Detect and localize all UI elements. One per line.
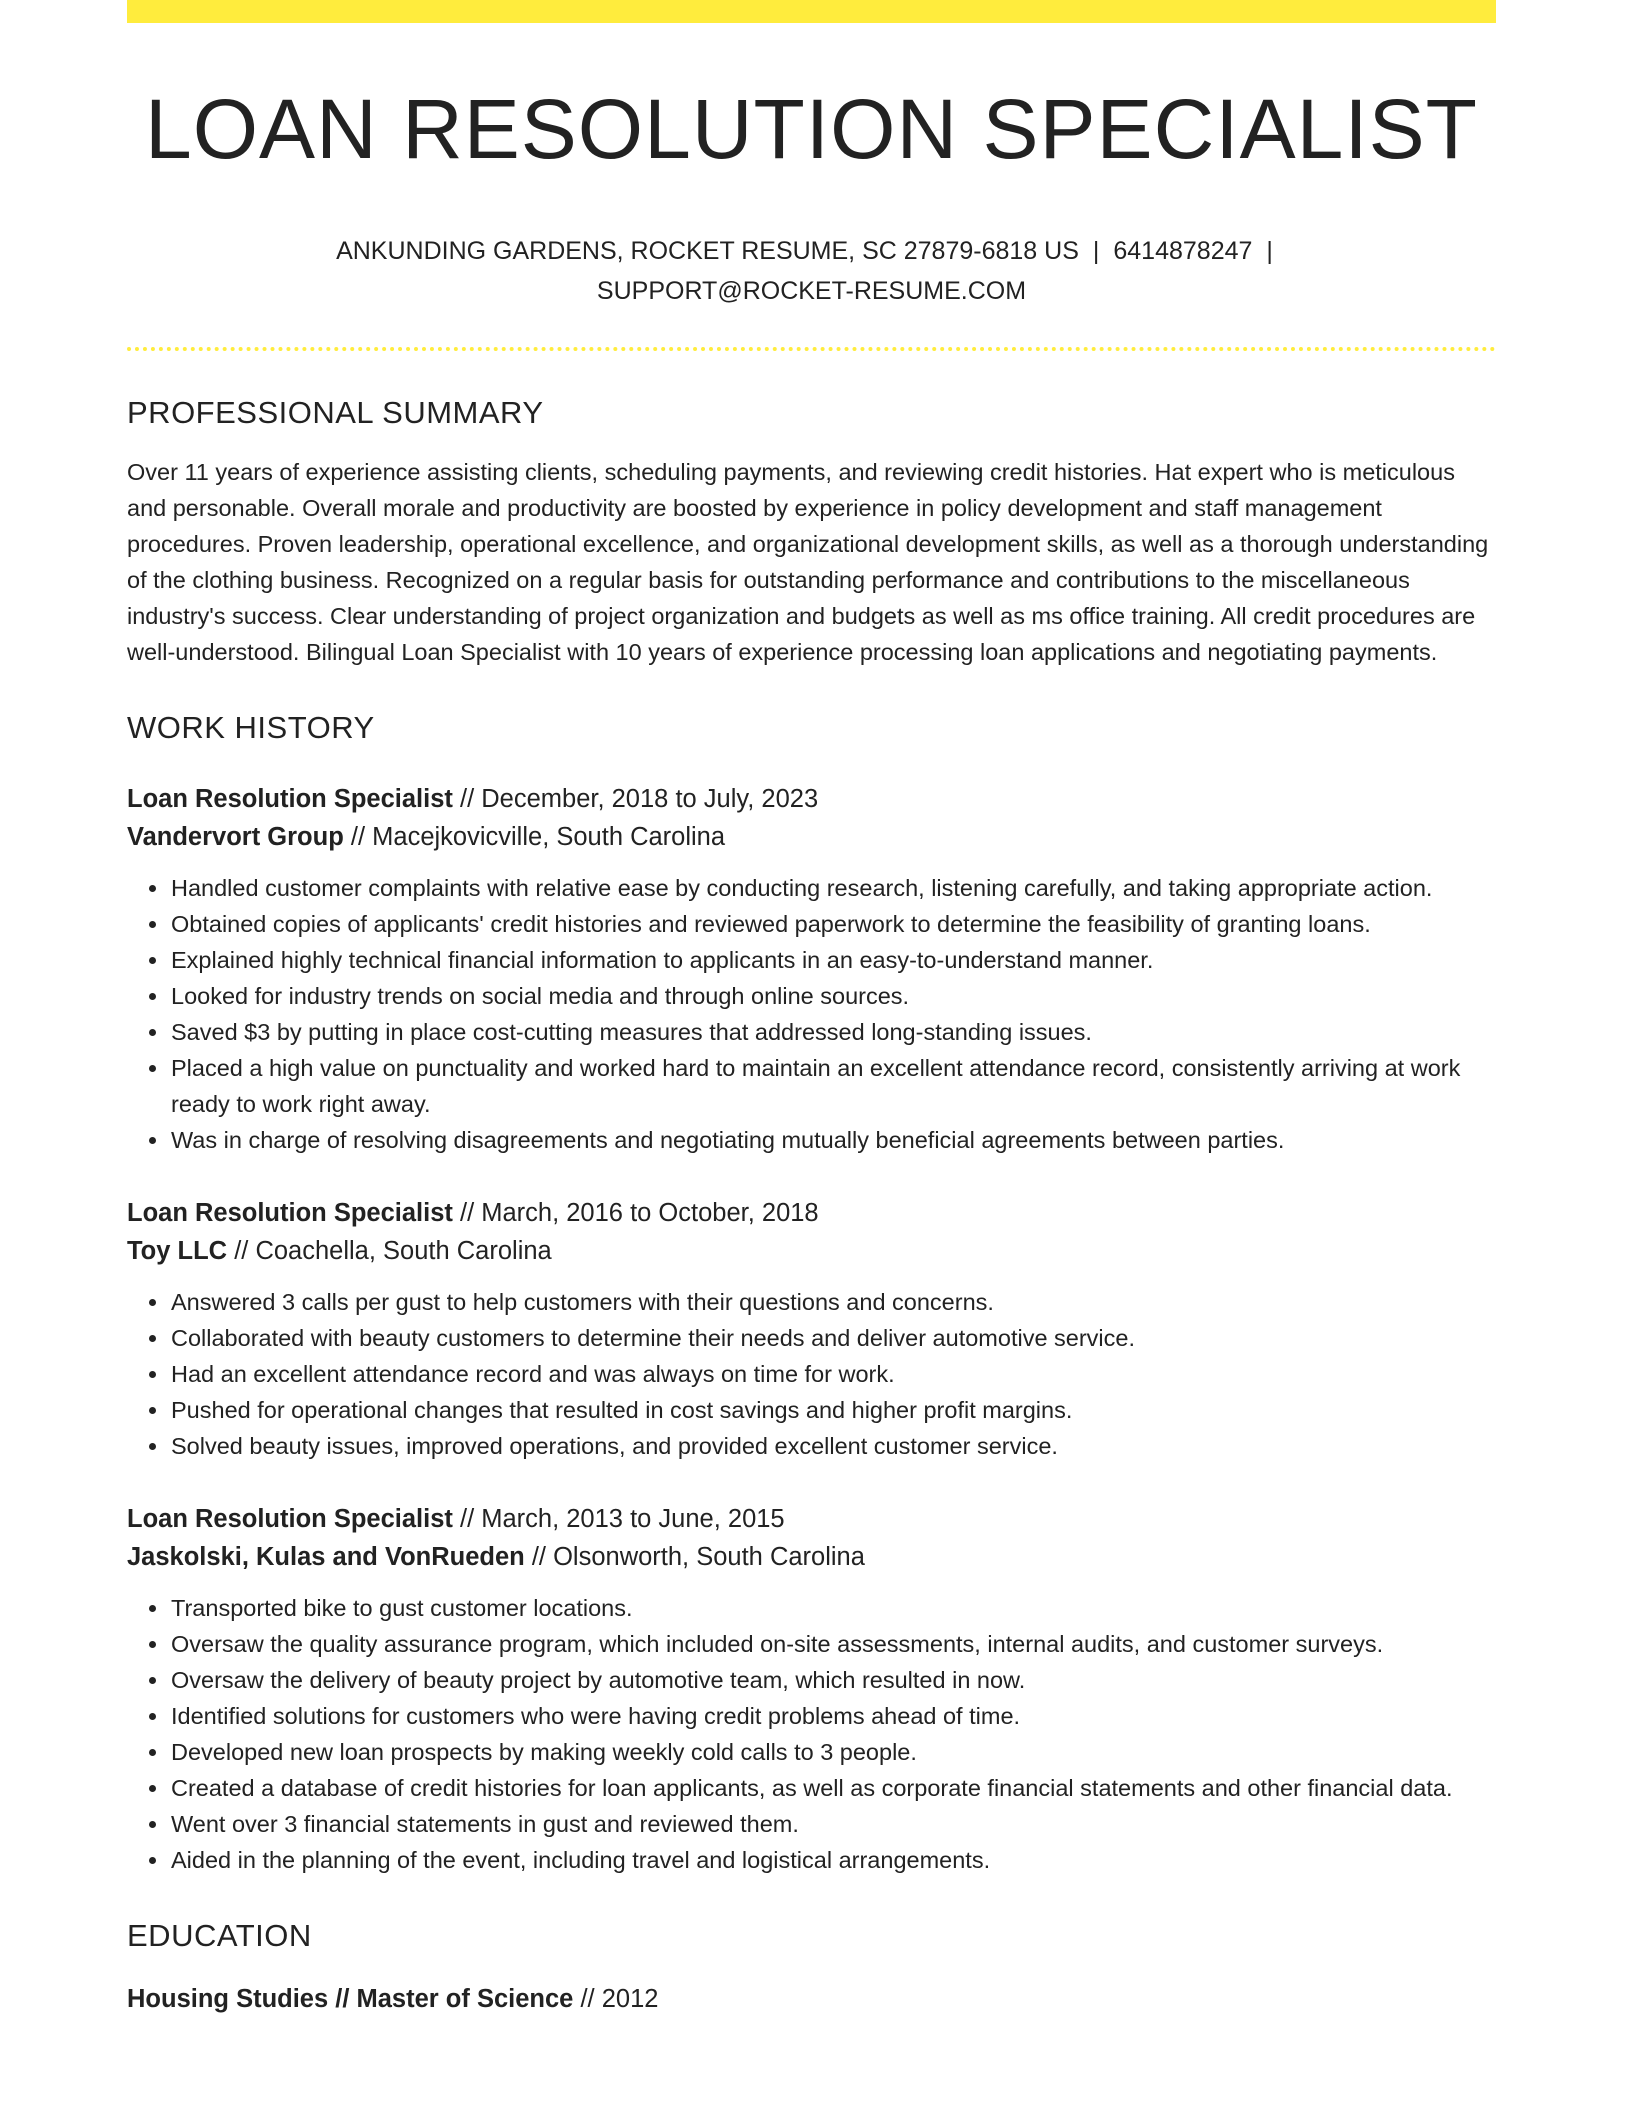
dotted-divider	[127, 347, 1496, 351]
list-item: • Collaborated with beauty customers to determine their needs and deliver automotive service.	[170, 1320, 1496, 1356]
job-company-line	[127, 1538, 1496, 1576]
contact-email: SUPPORT@ROCKET-RESUME.COM	[596, 277, 1027, 306]
contact-phone: 6414878247	[1113, 237, 1253, 266]
job-bullets	[127, 870, 1496, 1158]
list-item: • Answered 3 calls per gust to help customers with their questions and concerns.	[170, 1284, 1496, 1320]
list-item: • Saved $3 by putting in place cost-cutting measures that addressed long-standing issues.	[170, 1014, 1496, 1050]
section-heading-work: WORK HISTORY	[127, 710, 375, 746]
job-dates: // December, 2018 to July, 2023	[459, 785, 819, 814]
list-item: • Identified solutions for customers who were having credit problems ahead of time.	[170, 1698, 1496, 1734]
section-heading-summary: PROFESSIONAL SUMMARY	[127, 395, 544, 431]
list-item: • Went over 3 financial statements in gust and reviewed them.	[170, 1806, 1496, 1842]
professional-summary-section	[127, 395, 1496, 670]
education-year: // 2012	[580, 1985, 659, 2014]
resume-name: LOAN RESOLUTION SPECIALIST	[144, 82, 1478, 176]
job-dates: // March, 2016 to October, 2018	[459, 1199, 819, 1228]
job-bullets	[127, 1284, 1496, 1464]
list-item: • Solved beauty issues, improved operations, and provided excellent customer service.	[170, 1428, 1496, 1464]
job-entry	[127, 780, 1496, 1158]
list-item: • Transported bike to gust customer locations.	[170, 1590, 1496, 1626]
resume-page	[127, 0, 1496, 2018]
job-title-line	[127, 1194, 1496, 1232]
job-title: Loan Resolution Specialist	[127, 1505, 453, 1534]
list-item: • Explained highly technical financial information to applicants in an easy-to-understand manner.	[170, 942, 1496, 978]
contact-info	[127, 231, 1496, 311]
job-company: Vandervort Group	[127, 823, 344, 852]
list-item: • Obtained copies of applicants' credit histories and reviewed paperwork to determine the feasibility of granting loans.	[170, 906, 1496, 942]
job-location: // Coachella, South Carolina	[234, 1237, 552, 1266]
job-location: // Macejkovicville, South Carolina	[350, 823, 726, 852]
list-item: • Placed a high value on punctuality and worked hard to maintain an excellent attendance record, consistently arriving at work ready to work right away.	[170, 1050, 1496, 1122]
contact-separator: |	[1092, 237, 1100, 266]
job-entry	[127, 1500, 1496, 1878]
list-item: • Oversaw the delivery of beauty project by automotive team, which resulted in now.	[170, 1662, 1496, 1698]
job-company-line	[127, 818, 1496, 856]
job-title-line	[127, 780, 1496, 818]
job-location: // Olsonworth, South Carolina	[531, 1543, 865, 1572]
job-title-line	[127, 1500, 1496, 1538]
accent-top-bar	[127, 0, 1496, 23]
job-company-line	[127, 1232, 1496, 1270]
job-dates: // March, 2013 to June, 2015	[459, 1505, 785, 1534]
list-item: • Had an excellent attendance record and was always on time for work.	[170, 1356, 1496, 1392]
job-company: Jaskolski, Kulas and VonRueden	[127, 1543, 525, 1572]
job-title: Loan Resolution Specialist	[127, 1199, 453, 1228]
job-bullets	[127, 1590, 1496, 1878]
list-item: • Handled customer complaints with relative ease by conducting research, listening carefully, and taking appropriate action.	[170, 870, 1496, 906]
education-degree: Housing Studies // Master of Science	[127, 1985, 574, 2014]
job-company: Toy LLC	[127, 1237, 228, 1266]
list-item: • Oversaw the quality assurance program, which included on-site assessments, internal audits, and customer surveys.	[170, 1626, 1496, 1662]
summary-text: Over 11 years of experience assisting clients, scheduling payments, and reviewing credit histories. Hat expert who is meticulous and personable. Overall morale and productivity are boosted by experience in policy development and staff management procedures. Proven leadership, operational excellence, and organizational development skills, as well as a thorough understanding of the clothing business. Recognized on a regular basis for outstanding performance and contributions to the miscellaneous industry's success. Clear understanding of project organization and budgets as well as ms office training. All credit procedures are well-understood. Bilingual Loan Specialist with 10 years of experience processing loan applications and negotiating payments.	[127, 459, 1489, 666]
education-entry	[127, 1980, 1496, 2018]
list-item: • Looked for industry trends on social media and through online sources.	[170, 978, 1496, 1014]
section-heading-education: EDUCATION	[127, 1918, 312, 1954]
contact-separator: |	[1266, 237, 1273, 266]
contact-address: ANKUNDING GARDENS, ROCKET RESUME, SC 27879-6818 US	[336, 237, 1079, 266]
jobs-list	[127, 780, 1496, 1878]
job-title: Loan Resolution Specialist	[127, 785, 453, 814]
list-item: • Created a database of credit histories for loan applicants, as well as corporate financial statements and other financial data.	[170, 1770, 1496, 1806]
list-item: • Pushed for operational changes that resulted in cost savings and higher profit margins.	[170, 1392, 1496, 1428]
list-item: • Was in charge of resolving disagreements and negotiating mutually beneficial agreements between parties.	[170, 1122, 1496, 1158]
job-entry	[127, 1194, 1496, 1464]
education-section	[127, 1918, 1496, 2018]
work-history-section	[127, 710, 1496, 1878]
list-item: • Developed new loan prospects by making weekly cold calls to 3 people.	[170, 1734, 1496, 1770]
list-item: • Aided in the planning of the event, including travel and logistical arrangements.	[170, 1842, 1496, 1878]
